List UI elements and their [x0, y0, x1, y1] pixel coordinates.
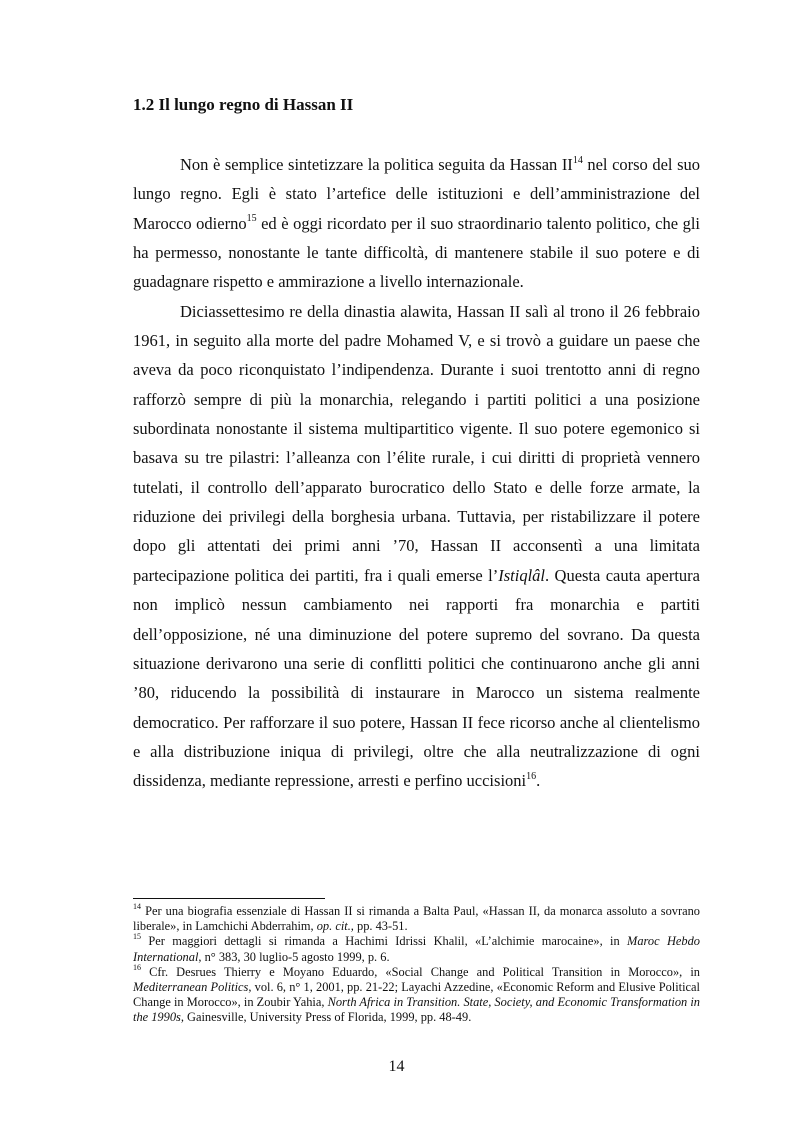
footnote-15-italic: Maroc Hebdo International — [133, 934, 700, 964]
footnote-ref-16: 16 — [526, 770, 537, 782]
paragraph-2-text-c: . — [536, 771, 541, 791]
section-heading: 1.2 Il lungo regno di Hassan II — [133, 95, 354, 114]
footnote-separator — [133, 898, 325, 899]
footnote-14-number: 14 — [133, 901, 141, 911]
paragraph-1-text-a: Non è semplice sintetizzare la politica seguita da Hassan II — [180, 155, 573, 174]
footnote-16-italic-1: Mediterranean Politics — [133, 980, 249, 995]
paragraph-1-text-b: nel corso del suo lungo regno. Egli è stato l’artefice delle istituzioni e dell’amministrazione del Marocco odierno — [133, 155, 700, 233]
footnote-16-text-b: , vol. 6, n° 1, 2001, pp. 21-22; Layachi Azzedine, «Economic Reform and Elusive Political Change in Morocco», in Zoubir Yahia, — [133, 980, 700, 1010]
footnote-15-number: 15 — [133, 932, 141, 942]
footnote-15 — [133, 934, 700, 964]
body-text — [133, 150, 700, 796]
footnotes — [133, 901, 700, 1026]
paragraph-2 — [133, 297, 700, 796]
footnote-15-text-a: Per maggiori dettagli si rimanda a Hachimi Idrissi Khalil, «L’alchimie marocaine», in — [141, 934, 628, 949]
paragraph-1-text-c: ed è oggi ricordato per il suo straordinario talento politico, che gli ha permesso, nonostante le tante difficoltà, di mantenere stabile il suo potere e di guadagnare rispetto e ammirazione a livello internazionale. — [133, 213, 700, 292]
footnote-14-text-a: Per una biografia essenziale di Hassan II si rimanda a Balta Paul, «Hassan II, da monarca assoluto a sovrano liberale», in Lamchichi Abderrahim, — [133, 904, 700, 934]
footnote-16-text-a: Cfr. Desrues Thierry e Moyano Eduardo, «Social Change and Political Transition in Morocco», in — [141, 964, 700, 979]
paragraph-2-italic-term: Istiqlâl — [498, 565, 545, 585]
paragraph-2-text-a: Diciassettesimo re della dinastia alawita, Hassan II salì al trono il 26 febbraio 1961, in seguito alla morte del padre Mohamed V, e si trovò a guidare un paese che aveva da poco riconquistato l’indipendenza. Durante i suoi trentotto anni di regno rafforzò sempre di più la monarchia, relegando i partiti politici a una posizione subordinata nonostante il sistema multipartitico vigente. Il suo potere egemonico si basava su tre pilastri: l’alleanza con l’élite rurale, i cui diritti di proprietà vennero tutelati, il controllo dell’apparato burocratico dello Stato e delle forze armate, la riduzione dei privilegi della borghesia urbana. Tuttavia, per ristabilizzare il potere dopo gli attentati dei primi anni ’70, Hassan II acconsentì a una limitata partecipazione politica dei partiti, fra i quali emerse l’ — [133, 301, 700, 585]
paragraph-2-text-b: . Questa cauta apertura non implicò nessun cambiamento nei rapporti fra monarchia e partiti dell’opposizione, né una diminuzione del potere supremo del sovrano. Da questa situazione derivarono una serie di conflitti politici che continuarono anche gli anni ’80, riducendo la possibilità di instaurare in Marocco un sistema realmente democratico. Per rafforzare il suo potere, Hassan II fece ricorso anche al clientelismo e alla distribuzione iniqua di privilegi, oltre che alla neutralizzazione di ogni dissidenza, mediante repressione, arresti e perfino uccisioni — [133, 565, 700, 791]
footnote-ref-15: 15 — [246, 213, 257, 225]
paragraph-1 — [133, 150, 700, 297]
footnote-14-text-b: pp. 43-51. — [353, 919, 408, 934]
footnote-16-text-c: Gainesville, University Press of Florida, 1999, pp. 48-49. — [183, 1010, 472, 1025]
footnote-14-italic: op. cit., — [316, 919, 354, 934]
footnote-16-italic-2: North Africa in Transition. State, Society, and Economic Transformation in the 1990s, — [133, 995, 700, 1025]
page-number: 14 — [388, 1058, 405, 1075]
footnote-15-text-b: , n° 383, 30 luglio-5 agosto 1999, p. 6. — [198, 949, 390, 964]
footnote-16 — [133, 962, 700, 1026]
footnote-14 — [133, 901, 700, 934]
footnote-16-number: 16 — [133, 962, 141, 972]
footnote-ref-14: 14 — [572, 154, 583, 166]
